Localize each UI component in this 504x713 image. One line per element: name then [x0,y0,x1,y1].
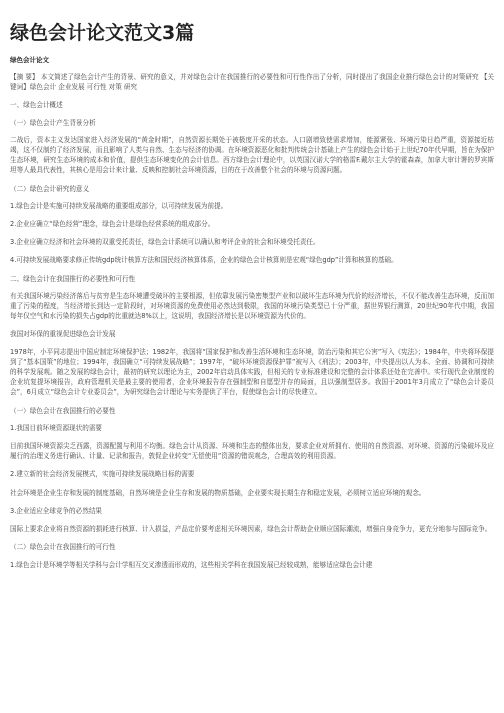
body-paragraph: 国际上要求企业将自然资源的损耗进行核算、计入损益，产品定价要考虑相关环境因素，绿色会计帮助企业顺应国际潮流，增强自身竞争力，更充分地参与国际竞争。 [10,525,492,534]
subsection-heading: （二）绿色会计研究的意义 [10,184,90,193]
list-item: 3.企业应确立经济和社会环境的双重受托责任，绿色会计系统可以确认和考评企业的社会和环境受托责任。 [10,238,320,247]
list-item: 1.我国目前环境资源现状的需要 [10,423,103,432]
list-item: 1.绿色会计是实施可持续发展战略的重要组成部分，以可持续发展为前提。 [10,201,228,210]
body-paragraph: 1978年，小平同志提出中国应制定环境保护法；1982年，我国将“国家保护和改善生活环境和生态环境，防治污染和其它公害”写入《宪法》；1984年，中央将环保提到了“基本国策”的地位；1994年，我国确立“可持续发展战略”；1997年，“破坏环境资源保护罪”被写入《刑法》；2003年，中央提出以人为本、全面、协调和可持续的科学发展观。随之发展的绿色会计，最初的研究以理论为主，2002年启动具体实践，但相关的专业标准建设和完整的会计体系还处在完善中。实行现代企业制度的企业坑复提环境报告，政府管理机关是最主要的使用者，企业环境报告存在强制型和自愿型并存的局面，且以强制型居多。我国于2001年3月成立了“绿色会计委员会”，6月成立“绿色会计专业委员会”，为研究绿色会计理论与实务提供了平台，促使绿色会计的尽快建立。 [10,347,494,397]
subsection-heading: （二）绿色会计在我国推行的可行性 [10,543,116,552]
body-paragraph: 有关我国环境污染经济落后与贫穷是生态环境遭受破坏的主要根源，但依靠发展污染密集型产业和以破坏生态环境为代价的经济增长，不仅不能改善生态环境，反而加重了污染的程度，当经济增长到达一定阶段时，对环境资源的免费使用必然达到极限，我国的环境污染类型已十分严重，据世界银行测算，20世纪90年代中期，我国每年仅空气和水污染的损失占gdp的比重就达8%以上，这说明，我国经济增长是以环境资源为代价的。 [10,291,494,321]
body-paragraph: 社会环境是企业生存和发展的制度基础，自然环境是企业生存和发展的物质基础，企业要实现长期生存和稳定发展，必须树立适应环境的观念。 [10,488,426,497]
body-paragraph: 目前我国环境资源尖乏西露，资源配置与利用不均衡。绿色会计从资源、环境和生态的整体出发，要求企业对所拥有、使用的自然资源、对环境、资源的污染破坏及应履行的治理义务进行确认、计量、记录和报告，敦促企业转变“无偿使用”资源的错误观念，合理高效的利用资源。 [10,442,494,461]
document-subtitle: 绿色会计论文 [10,56,49,64]
list-item: 2.企业应确立“绿色经营”理念，绿色会计是绿色经营系统的组成部分。 [10,220,215,229]
body-paragraph: 二战后，资本主义发达国家进入经济发展的“黄金时期”，自然资源长期处于被极度开采的状态。人口剧增致使需求增加，能源紧张、环境污染日趋严重，资源接近枯竭，这不仅制约了经济发展，而且影响了人类与自然、生态与经济的协调。在环境资源恶化和批判传统会计基础上产生的绿色会计始于上世纪70年代早期，旨在为保护生态环境，研究生态环境的成本和价值，提供生态环境变化的会计信息。西方绿色会计理论中，以英国汉诺大学的格雷F.戴尔主大学的霍森森，加拿大审计署的罗宾斯坦等人最具代表性，其核心是用会计来计量、反映和控制社会环境资源，目的在于改善整个社会的环境与资源问题。 [10,135,494,175]
list-item: 3.企业适应全球竞争的必然结果 [10,506,103,515]
list-item: 1.绿色会计是环境学等相关学科与会计学相互交叉渗透而形成的，这些相关学科在我国发展已经较成熟，能够适应绿色会计建 [10,560,373,569]
page-title: 绿色会计论文范文3篇 [10,22,195,44]
list-item: 2.建立新的社会经济发展模式，实施可持续发展战略目标的需要 [10,470,195,479]
section-heading: 一、绿色会计概述 [10,101,63,110]
abstract-paragraph: 【摘 要】 本文简述了绿色会计产生的背景、研究的意义，并对绿色会计在我国推行的必要性和可行性作出了分析，同时提出了我国企业推行绿色会计的对策研究 【关键词】绿色会计 企业发展 可行性 对策 研究 [10,73,494,92]
subsection-heading: 我国对环保的重视促进绿色会计发展 [10,330,116,339]
subsection-heading: （一）绿色会计产生背景分析 [10,118,96,127]
list-item: 4.可持续发展战略要求修正传统gdp统计核算方法和国民经济核算体系，企业的绿色会计核算则是宏观“绿色gdp”计算和核算的基础。 [10,256,398,265]
subsection-heading: （一）绿色会计在我国推行的必要性 [10,406,116,415]
section-heading: 二、绿色会计在我国推行的必要性和可行性 [10,274,136,283]
